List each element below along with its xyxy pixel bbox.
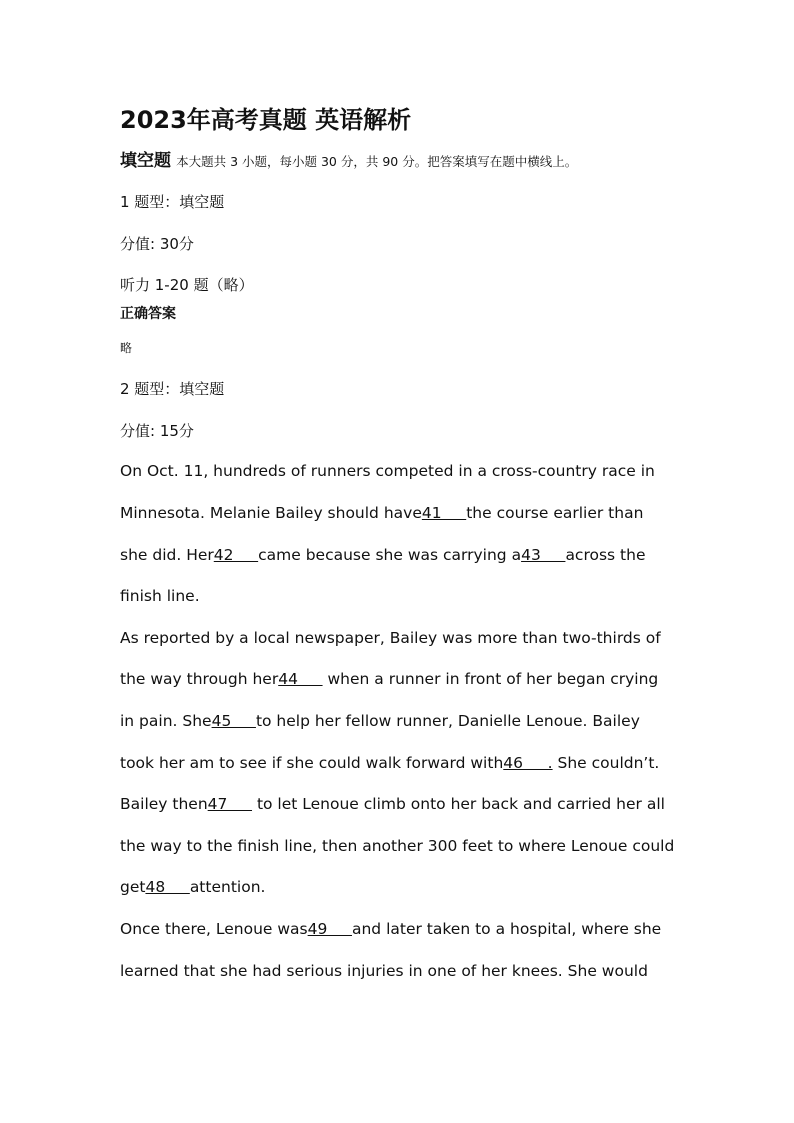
q2-type: 2 题型：填空题 [120, 380, 225, 398]
blank-44[interactable]: 44 [278, 670, 323, 688]
section-label: 填空题 [120, 151, 171, 171]
blank-48[interactable]: 48 [145, 878, 190, 896]
section-header [120, 149, 577, 174]
passage-line: learned that she had serious injuries in one of her knees. She would [120, 962, 648, 980]
q1-answer-label: 正确答案 [120, 306, 176, 322]
passage-line: Once there, Lenoue was49 and later taken to a hospital, where she [120, 920, 662, 938]
passage-line: the way to the finish line, then another 300 feet to where Lenoue could [120, 837, 675, 855]
passage-line: get48 attention. [120, 878, 266, 896]
passage-line: she did. Her42 came because she was carrying a43 across the [120, 546, 646, 564]
blank-47[interactable]: 47 [207, 795, 253, 813]
passage-line: Minnesota. Melanie Bailey should have41 the course earlier than [120, 504, 644, 522]
passage-line: the way through her44 when a runner in front of her began crying [120, 670, 659, 688]
q1-type: 1 题型：填空题 [120, 193, 225, 211]
blank-46[interactable]: 46 . [503, 754, 553, 772]
blank-41[interactable]: 41 [421, 504, 467, 522]
passage-line: took her am to see if she could walk forward with46 . She couldn’t. [120, 754, 660, 772]
blank-43[interactable]: 43 [521, 546, 566, 564]
passage-line: On Oct. 11, hundreds of runners competed in a cross-country race in [120, 462, 655, 480]
page-title: 2023年高考真题 英语解析 [120, 106, 412, 134]
passage-line: in pain. She45 to help her fellow runner, Danielle Lenoue. Bailey [120, 712, 640, 730]
q1-answer: 略 [120, 341, 133, 355]
passage-line: As reported by a local newspaper, Bailey was more than two-thirds of [120, 629, 661, 647]
blank-49[interactable]: 49 [307, 920, 352, 938]
q1-content: 听力 1-20 题（略） [120, 276, 254, 294]
passage-line: finish line. [120, 587, 200, 605]
q2-score: 分值: 15分 [120, 422, 194, 440]
blank-45[interactable]: 45 [211, 712, 256, 730]
passage-line: Bailey then47 to let Lenoue climb onto her back and carried her all [120, 795, 665, 813]
blank-42[interactable]: 42 [213, 546, 259, 564]
q1-score: 分值: 30分 [120, 235, 194, 253]
section-note: 本大题共 3 小题，每小题 30 分，共 90 分。把答案填写在题中横线上。 [176, 154, 578, 169]
